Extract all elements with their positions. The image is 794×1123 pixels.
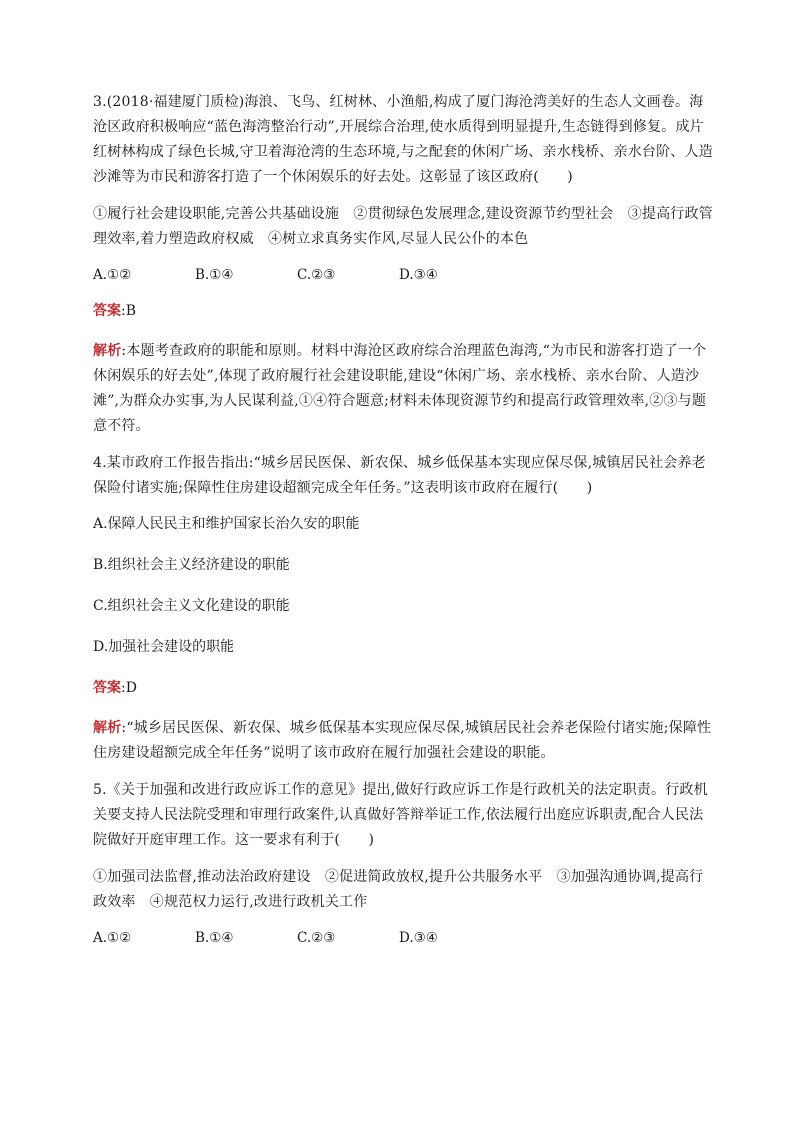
question-3-option-a: A.①② (93, 267, 132, 283)
question-4-stem: 4.某市政府工作报告指出:“城乡居民医保、新农保、城乡低保基本实现应保尽保,城镇居民社会养老保险付诸实施;保障性住房建设超额完成全年任务。”这表明该市政府在履行( ) (93, 455, 706, 496)
question-5-option-a: A.①② (93, 930, 132, 946)
answer-label: 答案 (93, 303, 121, 319)
question-4-option-d: D.加强社会建设的职能 (93, 639, 235, 655)
question-3-option-d: D.③④ (399, 267, 438, 283)
question-3-stem: 3.(2018·福建厦门质检)海浪、飞鸟、红树林、小渔船,构成了厦门海沧湾美好的生态人文画卷。海沧区政府积极响应“蓝色海湾整治行动”,开展综合治理,使水质得到明显提升,生态链得到修复。成片红树林构成了绿色长城,守卫着海沧湾的生态环境,与之配套的休闲广场、亲水栈桥、亲水台阶、人造沙滩等为市民和游客打造了一个休闲娱乐的好去处。这彰显了该区政府( ) (93, 94, 713, 185)
analysis-label: 解析 (93, 720, 122, 736)
question-5-statements: ①加强司法监督,推动法治政府建设 ②促进简政放权,提升公共服务水平 ③加强沟通协调,提高行政效率 ④规范权力运行,改进行政机关工作 (93, 869, 704, 910)
question-5 (93, 778, 713, 949)
question-3-analysis (93, 339, 713, 439)
question-3-option-b: B.①④ (195, 267, 234, 283)
question-4-option-c: C.组织社会主义文化建设的职能 (93, 598, 290, 614)
question-4-answer (93, 677, 713, 699)
question-3 (93, 90, 713, 439)
question-5-option-d: D.③④ (399, 930, 438, 946)
question-3-option-c: C.②③ (297, 267, 336, 283)
analysis-text: :“城乡居民医保、新农保、城乡低保基本实现应保尽保,城镇居民社会养老保险付诸实施;保障性住房建设超额完成全年任务”说明了该市政府在履行加强社会建设的职能。 (93, 720, 712, 761)
answer-label: 答案 (93, 680, 121, 696)
question-5-option-c: C.②③ (297, 930, 336, 946)
question-3-statements: ①履行社会建设职能,完善公共基础设施 ②贯彻绿色发展理念,建设资源节约型社会 ③提高行政管理效率,着力塑造政府权威 ④树立求真务实作风,尽显人民公仆的本色 (93, 206, 713, 247)
question-4 (93, 451, 713, 766)
question-4-analysis (93, 716, 713, 766)
answer-value: :B (121, 303, 137, 319)
answer-value: :D (121, 680, 137, 696)
analysis-label: 解析 (93, 343, 122, 359)
question-5-stem: 5.《关于加强和改进行政应诉工作的意见》提出,做好行政应诉工作是行政机关的法定职责。行政机关要支持人民法院受理和审理行政案件,认真做好答辩举证工作,依法履行出庭应诉职责,配合人民法院做好开庭审理工作。这一要求有利于( ) (93, 782, 708, 848)
analysis-text: :本题考查政府的职能和原则。材料中海沧区政府综合治理蓝色海湾,“为市民和游客打造了一个休闲娱乐的好去处”,体现了政府履行社会建设职能,建设“休闲广场、亲水栈桥、亲水台阶、人造沙滩”,为群众办实事,为人民谋利益,①④符合题意;材料未体现资源节约和提高行政管理效率,②③与题意不符。 (93, 343, 707, 434)
question-3-options (93, 264, 713, 286)
question-5-options (93, 927, 713, 949)
document-page (93, 90, 713, 963)
question-4-option-a: A.保障人民民主和维护国家长治久安的职能 (93, 516, 360, 532)
question-5-option-b: B.①④ (195, 930, 234, 946)
question-4-option-b: B.组织社会主义经济建设的职能 (93, 557, 290, 573)
question-3-answer (93, 300, 713, 322)
